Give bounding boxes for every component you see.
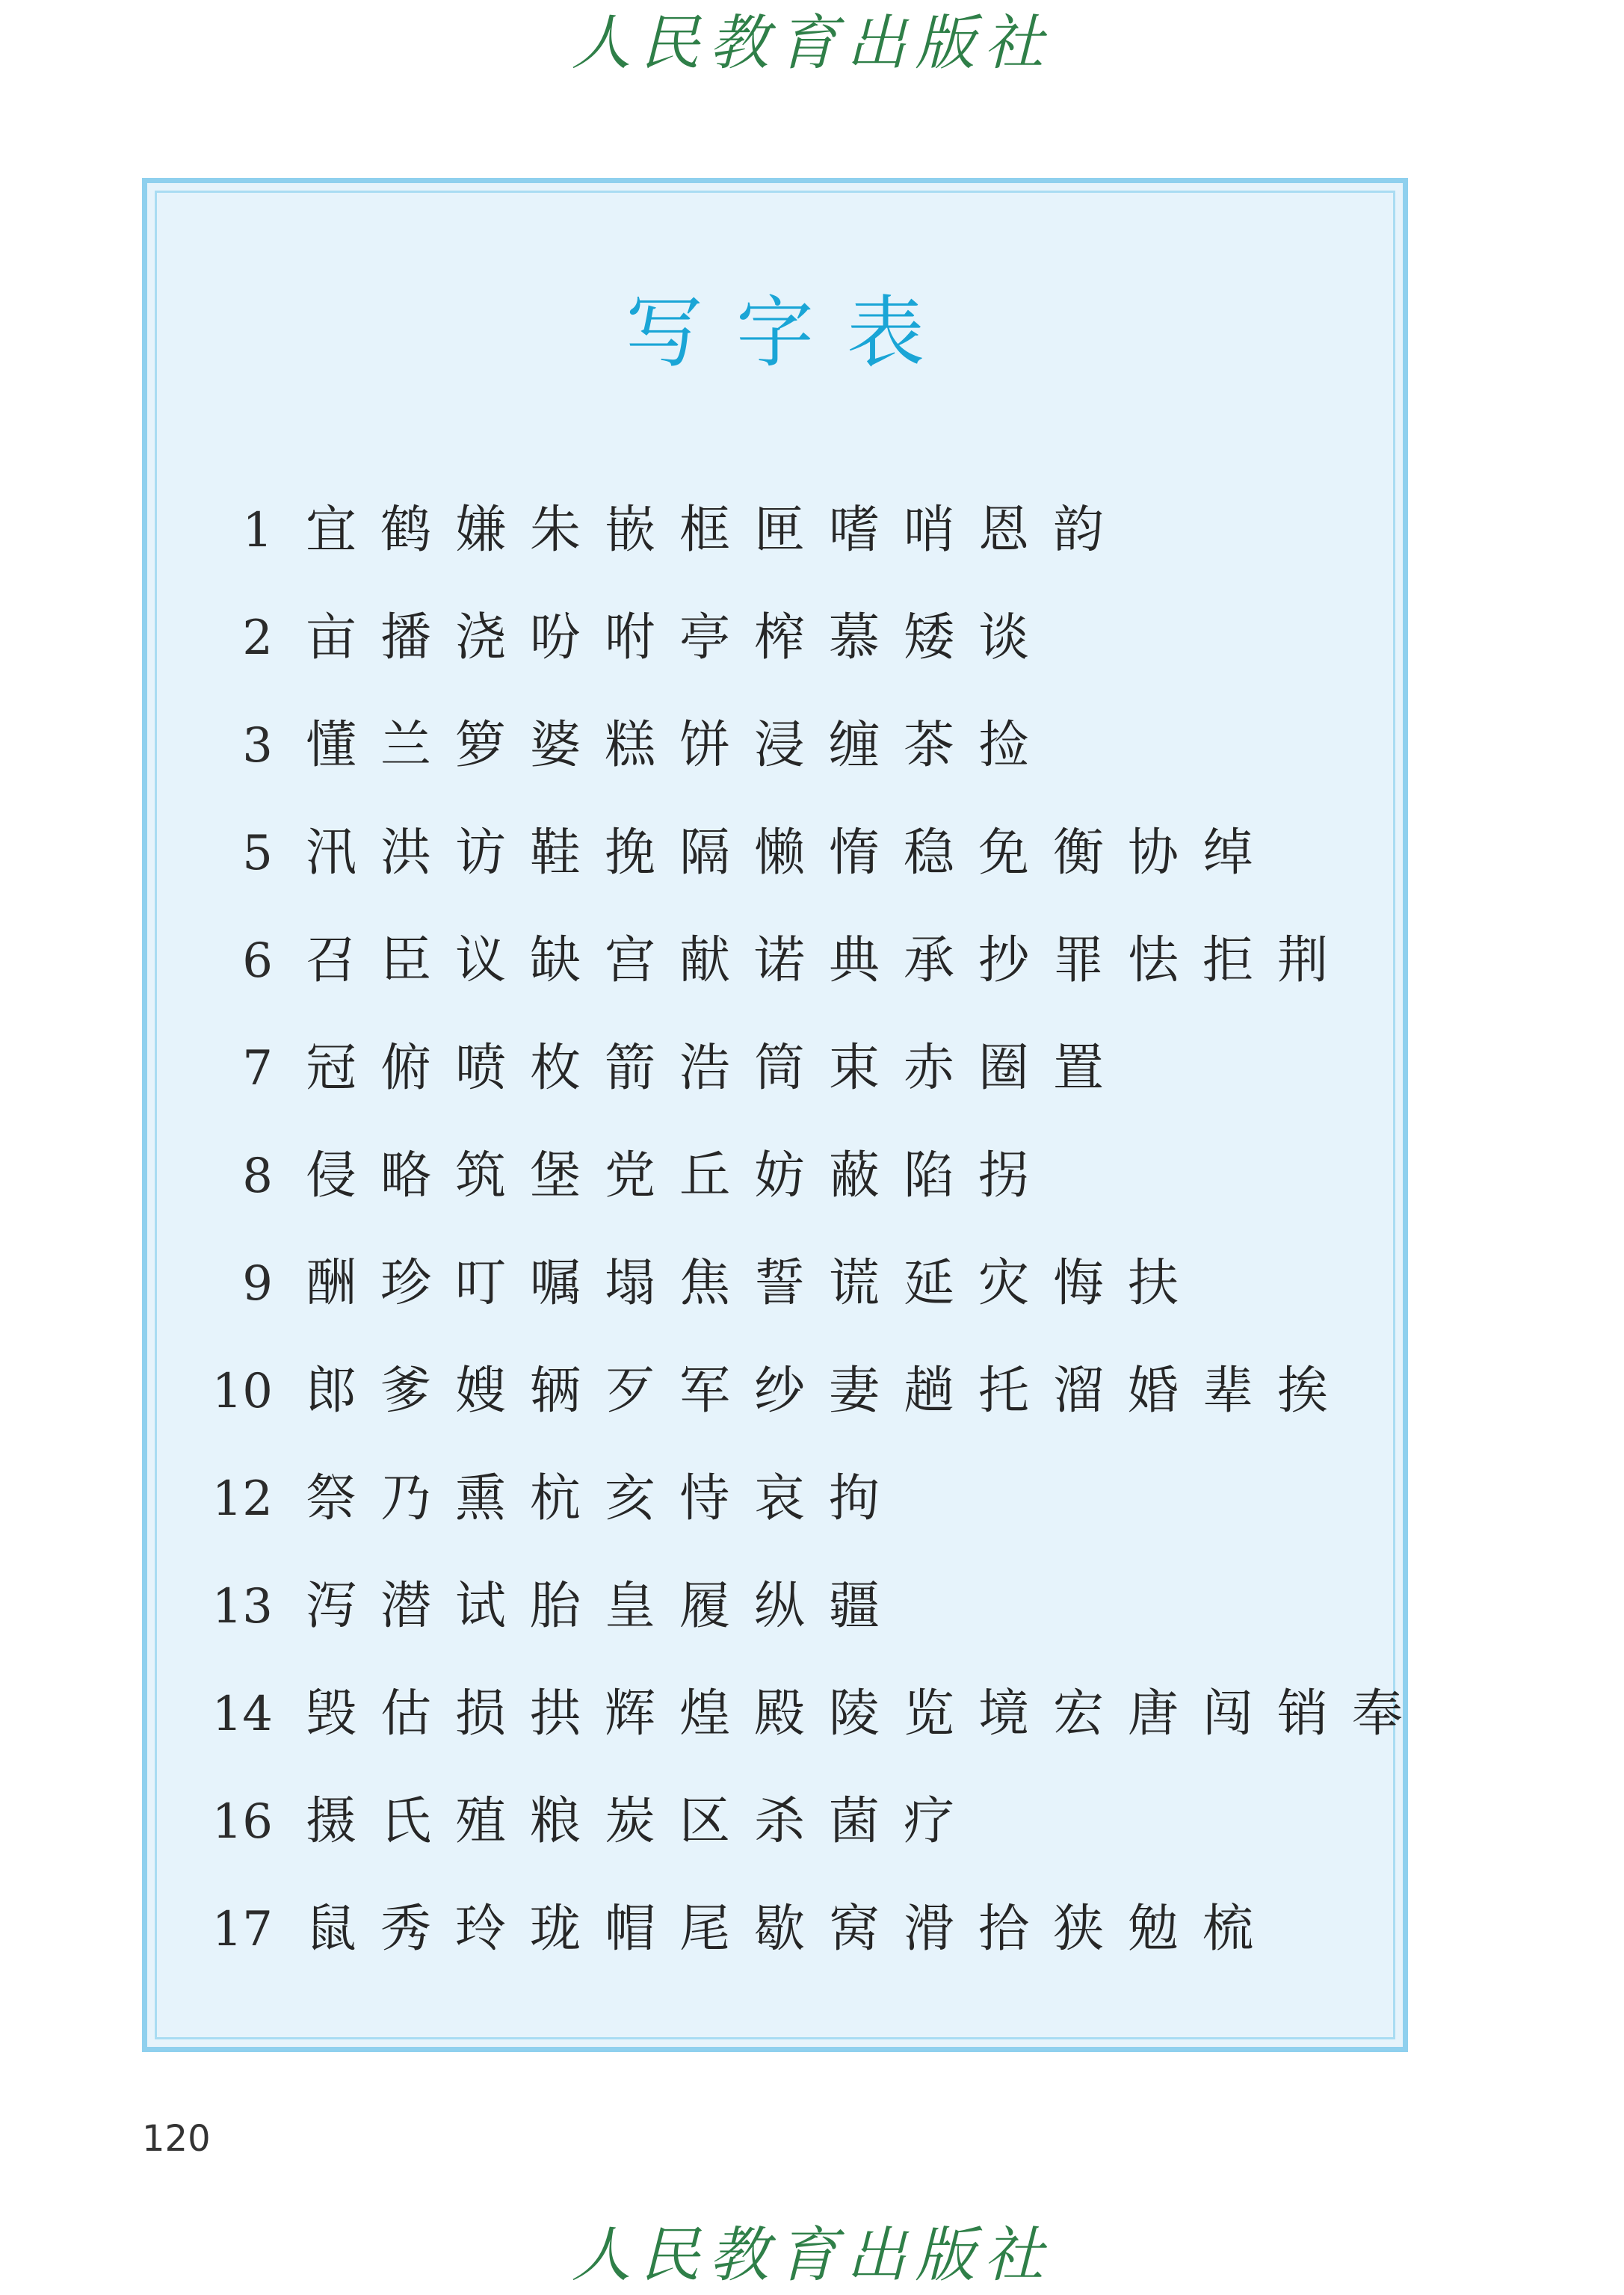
lesson-number: 10 bbox=[212, 1364, 273, 1419]
lesson-number: 5 bbox=[242, 826, 273, 881]
page-number: 120 bbox=[142, 2118, 211, 2160]
lesson-characters: 汛洪访鞋挽隔懒惰稳免衡协绰 bbox=[306, 824, 1278, 883]
lesson-number: 9 bbox=[242, 1256, 273, 1312]
lesson-number: 17 bbox=[212, 1902, 273, 1957]
lesson-characters: 酬珍叮嘱塌焦誓谎延灾悔扶 bbox=[306, 1254, 1203, 1313]
lesson-characters: 宜鹤嫌朱嵌框匣嗜哨恩韵 bbox=[306, 501, 1129, 560]
lesson-number: 8 bbox=[242, 1149, 273, 1204]
lesson-characters: 祭乃熏杭亥恃哀拘 bbox=[306, 1469, 904, 1528]
lesson-number: 6 bbox=[242, 933, 273, 989]
lesson-number: 14 bbox=[212, 1687, 273, 1742]
publisher-header: 人民教育出版社 bbox=[571, 8, 1053, 78]
lesson-characters: 摄氏殖粮炭区杀菌疗 bbox=[306, 1792, 979, 1851]
lesson-characters: 冠俯喷枚箭浩筒束赤圈置 bbox=[306, 1039, 1129, 1098]
lesson-characters: 鼠秀玲珑帽尾歇窝滑拾狭勉梳 bbox=[306, 1900, 1278, 1959]
lesson-characters: 侵略筑堡党丘妨蔽陷拐 bbox=[306, 1146, 1054, 1205]
lesson-number: 3 bbox=[242, 718, 273, 773]
lesson-characters: 泻潜试胎皇履纵疆 bbox=[306, 1577, 904, 1636]
lesson-characters: 懂兰箩婆糕饼浸缠茶捡 bbox=[306, 716, 1054, 775]
lesson-characters: 亩播浇吩咐亭榨慕矮谈 bbox=[306, 608, 1054, 667]
lesson-number: 16 bbox=[212, 1794, 273, 1850]
lesson-characters: 召臣议缺宫献诺典承抄罪怯拒荆 bbox=[306, 931, 1353, 990]
lesson-characters: 郎爹嫂辆歹军纱妻趟托溜婚辈挨 bbox=[306, 1362, 1353, 1421]
lesson-number: 1 bbox=[242, 503, 273, 558]
lesson-number: 13 bbox=[212, 1579, 273, 1634]
lesson-number: 12 bbox=[212, 1471, 273, 1527]
page-title: 写字表 bbox=[625, 287, 957, 378]
panel-inner-border bbox=[155, 191, 1395, 2039]
lesson-characters: 毁估损拱辉煌殿陵览境宏唐闯销奉 bbox=[306, 1684, 1427, 1743]
lesson-number: 7 bbox=[242, 1041, 273, 1096]
publisher-footer: 人民教育出版社 bbox=[571, 2220, 1053, 2290]
lesson-number: 2 bbox=[242, 611, 273, 666]
writing-table-panel bbox=[142, 178, 1427, 2052]
